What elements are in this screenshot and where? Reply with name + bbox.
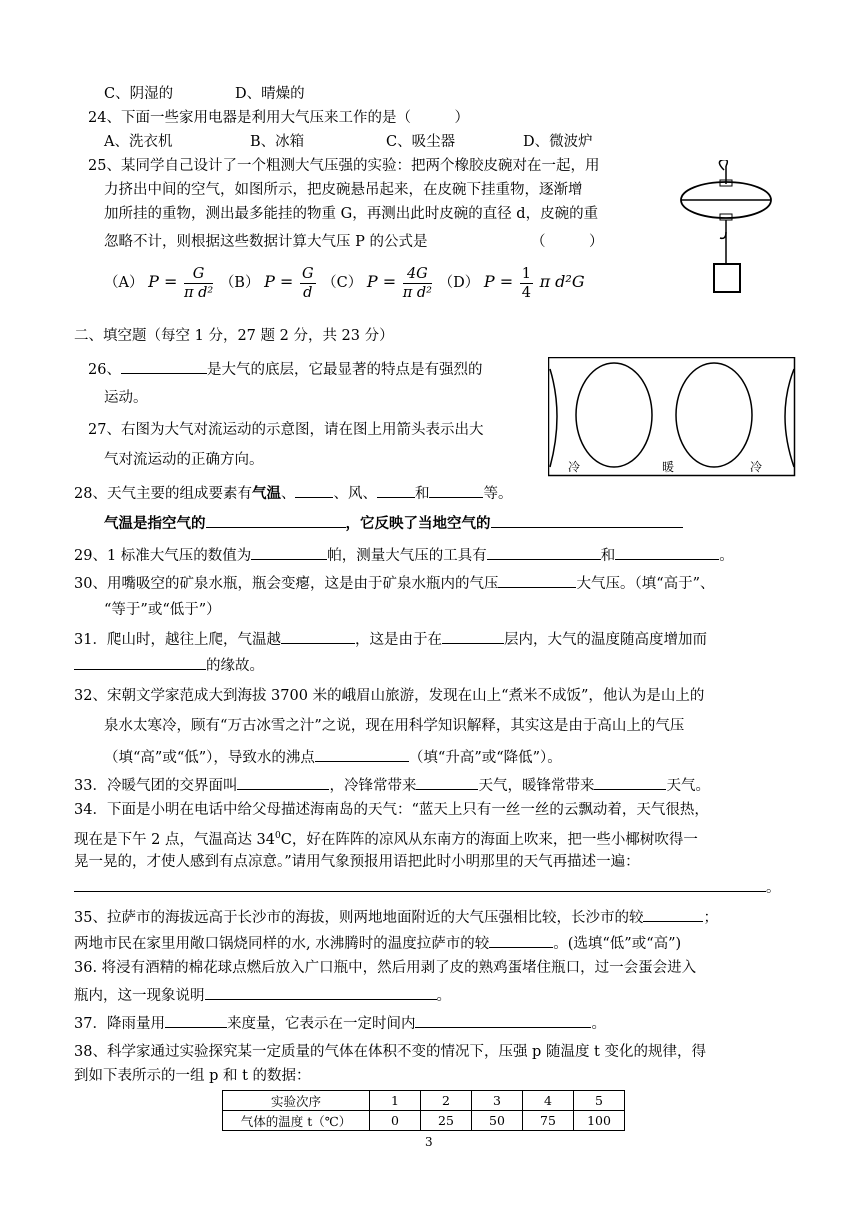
q33-text-b: ，冷锋常带来 [329,778,417,794]
q29-blank-2[interactable] [487,544,601,560]
q24-option-d: D、微波炉 [523,134,593,150]
table-cell: 50 [472,1111,523,1131]
q33-text-c: 天气，暖锋常带来 [478,778,595,794]
q35-line2-text-a: 两地市民在家里用敞口锅烧同样的水, 水沸腾时的温度拉萨市的较 [74,936,490,952]
table-cell: 100 [574,1111,625,1131]
q29-text-b: 帕，测量大气压的工具有 [327,548,487,564]
q25-formula-b-lhs: P = [264,272,294,291]
suction-cup-figure [676,160,776,300]
q34-line1: 34．下面是小明在电话中给父母描述海南岛的天气：“蓝天上只有一丝一丝的云飘动着，天气很热， [74,802,709,818]
q26 [88,358,482,380]
q30-text-a: 30、用嘴吸空的矿泉水瓶，瓶会变瘪，这是由于矿泉水瓶内的气压 [74,576,499,592]
q25-line1: 25、某同学自己设计了一个粗测大气压强的实验：把两个橡胶皮碗对在一起，用 [88,158,600,174]
q29-blank-3[interactable] [615,544,719,560]
q33-blank-1[interactable] [237,774,329,790]
q25-answer-paren: （ ） [531,234,604,250]
q26-blank[interactable] [121,358,207,374]
q35-blank-2[interactable] [489,932,553,948]
q29-text-d: 。 [719,548,734,564]
q31-text-c: 层内，大气的温度随高度增加而 [503,632,707,648]
denominator: π d² [402,284,432,301]
q26-line2: 运动。 [104,390,148,406]
q26-number: 26、 [88,362,121,378]
q34-line2-text-a: 现在是下午 2 点，气温高达 34 [74,831,276,848]
q28-blank-4[interactable] [206,512,346,528]
q25-formula-d-tail: π d²G [539,272,585,291]
q33-text-a: 33．冷暖气团的交界面叫 [74,778,238,794]
q31-blank-1[interactable] [281,628,355,644]
table-cell: 3 [472,1091,523,1111]
numerator: 1 [521,265,531,282]
q24-option-c: C、吸尘器 [386,134,456,150]
q37-text-b: 来度量，它表示在一定时间内 [226,1016,416,1032]
q24-option-a: A、洗衣机 [104,134,173,150]
diagram-label-cold-left: 冷 [568,460,581,474]
q31-blank-3[interactable] [74,654,206,670]
q25-formula-c-lhs: P = [366,272,397,291]
q34-superscript: 0 [275,831,281,841]
section-2-heading: 二、填空题（每空 1 分，27 题 2 分，共 23 分） [74,328,394,344]
temperature-table [222,1090,625,1131]
q33-blank-2[interactable] [416,774,478,790]
q31-text-a: 31．爬山时，越往上爬，气温越 [74,632,281,648]
q36-line2-text-a: 瓶内，这一现象说明 [74,988,205,1004]
q34-line2 [74,826,698,850]
table-cell: 0 [370,1111,421,1131]
q34-answer-line [74,876,781,898]
q24-option-b: B、冰箱 [250,134,305,150]
q31 [74,628,707,650]
denominator: 4 [521,284,531,301]
table-cell: 2 [421,1091,472,1111]
q36-blank[interactable] [205,984,437,1000]
q29-text-a: 29、1 标准大气压的数值为 [74,548,252,564]
q25-option-b-label: （B） [219,275,260,291]
numerator: 4G [403,265,432,284]
q28-blank-3[interactable] [429,482,483,498]
q30-blank[interactable] [498,572,576,588]
q28-blank-2[interactable] [377,482,415,498]
q28-blank-1[interactable] [295,482,333,498]
q27-line1: 27、右图为大气对流运动的示意图，请在图上用箭头表示出大 [88,422,484,438]
q30-text-b: 大气压。（填“高于”、 [576,576,715,592]
q35-line1-text-b: ； [703,910,718,926]
table-cell: 75 [523,1111,574,1131]
q28-blank-5[interactable] [491,512,683,528]
q32-line3 [104,746,562,768]
q34-line2-text-b: C，好在阵阵的凉风从东南方的海面上吹来，把一些小椰树吹得一 [280,831,698,848]
q36-line2-text-b: 。 [436,988,451,1004]
q28 [74,482,512,504]
q25-line2: 力挤出中间的空气，如图所示，把皮碗悬吊起来，在皮碗下挂重物，逐渐增 [104,182,583,198]
table-row [223,1091,625,1111]
q36-line1: 36. 将浸有酒精的棉花球点燃后放入广口瓶中，然后用剥了皮的熟鸡蛋堵住瓶口，过一会蛋会进入 [74,960,697,976]
q33-text-d: 天气。 [666,778,710,794]
q32-line3-text-b: （填“升高”或“降低”）。 [408,750,562,766]
q30-line2: “等于”或“低于”） [104,602,221,618]
q23-option-c: C、阴湿的 [104,86,174,102]
q34-end: 。 [766,880,781,896]
q30 [74,572,715,594]
q24-stem: 24、下面一些家用电器是利用大气压来工作的是（ ） [88,110,469,126]
q31-line2-text: 的缘故。 [206,658,264,674]
table-row-label: 实验次序 [223,1091,370,1111]
q25-formula-b [300,265,316,302]
q25-line4: 忽略不计，则根据这些数据计算大气压 P 的公式是 [104,234,428,250]
q34-blank[interactable] [74,876,766,892]
q37-blank-2[interactable] [415,1012,591,1028]
table-row-label: 气体的温度 t（℃） [223,1111,370,1131]
q25-option-c-label: （C） [322,275,363,291]
q28-line2-text-b: ，它反映了当地空气的 [345,515,491,532]
q31-text-b: ，这是由于在 [354,632,442,648]
q25-option-d-label: （D） [438,275,480,291]
q28-comma: 、 [280,486,296,502]
q25-formula-d-lhs: P = [483,272,514,291]
q28-line2 [104,512,683,534]
q25-option-a-label: （A） [104,275,144,291]
q25-line3: 加所挂的重物，测出最多能挂的物重 G，再测出此时皮碗的直径 d，皮碗的重 [104,206,599,222]
q35-line1 [74,906,718,928]
q33-blank-3[interactable] [594,774,666,790]
weight-block [714,264,740,292]
numerator: G [301,265,314,282]
table-row [223,1111,625,1131]
q29-text-c: 和 [600,548,616,564]
q37 [74,1012,606,1034]
q37-text-c: 。 [591,1016,606,1032]
table-cell: 5 [574,1091,625,1111]
q27-line2: 气对流运动的正确方向。 [104,452,264,468]
q29 [74,544,734,566]
q28-text-f: 等。 [483,486,513,502]
q23-option-d: D、晴燥的 [235,86,305,102]
q28-line2-text-a: 气温是指空气的 [104,515,206,532]
table-cell: 1 [370,1091,421,1111]
denominator: π d² [183,284,214,301]
q25-formula-options [104,262,585,303]
q25-formula-c [403,265,432,302]
q35-blank-1[interactable] [643,906,703,922]
q32-blank[interactable] [315,746,409,762]
q35-line1-text-a: 35、拉萨市的海拔远高于长沙市的海拔，则两地地面附近的大气压强相比较，长沙市的较 [74,910,644,926]
denominator: d [303,284,313,301]
q32-line2: 泉水太寒冷，顾有“万古冰雪之汁”之说，现在用科学知识解释，其实这是由于高山上的气压 [104,718,685,734]
table-cell: 25 [421,1111,472,1131]
q28-text-a: 28、天气主要的组成要素有 [74,486,252,502]
q34-line3: 晃一晃的，才使人感到有点凉意。”请用气象预报用语把此时小明那里的天气再描述一遍： [74,854,640,870]
q35-line2 [74,932,681,954]
q38-line1: 38、科学家通过实验探究某一定质量的气体在体积不变的情况下，压强 p 随温度 t 变化的规律，得 [74,1044,706,1060]
q38-line2: 到如下表所示的一组 p 和 t 的数据： [74,1068,311,1084]
q36-line2 [74,984,451,1006]
numerator: G [184,265,213,284]
q37-text-a: 37．降雨量用 [74,1016,165,1032]
q37-blank-1[interactable] [165,1012,227,1028]
q25-formula-a-lhs: P = [148,272,178,291]
diagram-label-cold-right: 冷 [750,460,763,474]
q28-bold-temperature: 气温 [251,485,281,502]
q31-blank-2[interactable] [442,628,504,644]
q26-text: 是大气的底层，它最显著的特点是有强烈的 [206,362,483,378]
q28-text-d: 、风、 [333,486,377,502]
q32-line1: 32、宋朝文学家范成大到海拔 3700 米的峨眉山旅游，发现在山上“煮米不成饭”，他认为是山上的 [74,688,705,704]
q29-blank-1[interactable] [251,544,327,560]
q25-formula-d [520,265,533,302]
page-number: 3 [425,1135,433,1149]
q33 [74,774,710,796]
q31-line2 [74,654,264,676]
q25-formula-a [184,265,213,302]
table-cell: 4 [523,1091,574,1111]
q32-line3-text-a: （填“高”或“低”），导致水的沸点 [104,750,315,766]
q28-text-e: 和 [414,486,430,502]
diagram-label-warm: 暖 [662,460,675,474]
q35-line2-text-b: 。(选填“低”或“高”) [553,936,682,952]
